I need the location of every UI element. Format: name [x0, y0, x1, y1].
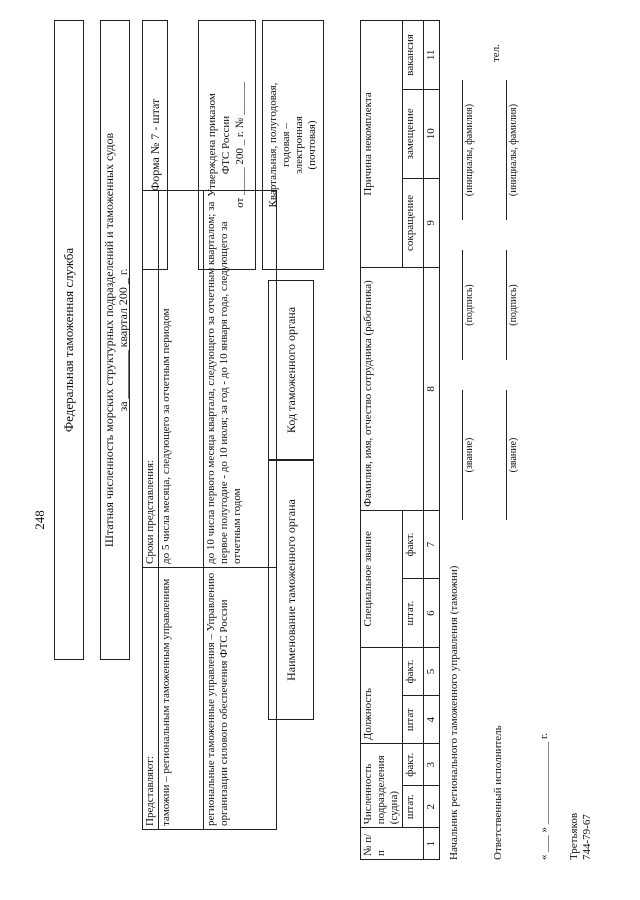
org-name-label: Наименование таможенного органа: [284, 499, 298, 681]
header-num: № п/п: [361, 828, 424, 860]
chief-rank-line: [462, 390, 463, 520]
header-rank-fact: факт.: [403, 510, 424, 579]
footer-name: Третьяков: [568, 812, 580, 860]
executor-sign-caption: (подпись): [508, 284, 519, 326]
column-number: 7: [424, 510, 440, 579]
header-rank-staff: штат.: [403, 579, 424, 648]
submission-row-left: таможни – региональным таможенным управлениям: [159, 568, 204, 830]
header-replacement: замещение: [403, 89, 424, 178]
chief-name-line: [462, 80, 463, 220]
approval-line: от _____ 200 _ г. № ______: [234, 82, 246, 208]
column-number: 9: [424, 178, 440, 267]
column-number: 4: [424, 696, 440, 744]
periodicity-line: электронная: [293, 116, 305, 174]
approval-line: ФТС России: [220, 115, 232, 175]
report-period: за ________ квартал 200 _ г.: [116, 268, 130, 412]
executor-sign-line: [506, 250, 507, 360]
header-reduction: сокращение: [403, 178, 424, 267]
org-code-box: [268, 280, 314, 460]
column-number: 3: [424, 744, 440, 786]
periodicity-line: годовая –: [280, 123, 292, 167]
submission-row-right: до 10 числа первого месяца квартала, следующего за отчетным кварталом; за первое полугодие - до 10 июля; за год - до 10 января года, следующего за отчетным годом: [204, 191, 277, 568]
submission-header-left: Представляют:: [143, 568, 159, 830]
header-position: Должность: [361, 647, 403, 743]
approval-box: [198, 20, 256, 270]
report-title-box: [100, 20, 130, 660]
executor-label: Ответственный исполнитель: [492, 725, 504, 860]
org-code-label: Код таможенного органа: [284, 306, 298, 434]
date-line: « ___ » _______________ г.: [538, 732, 550, 860]
header-count-staff: штат.: [403, 786, 424, 828]
header-count: Численность подразделения (судна): [361, 744, 403, 828]
header-count-fact: факт.: [403, 744, 424, 786]
periodicity-line: Квартальная, полугодовая,: [267, 82, 279, 208]
page-number: 248: [32, 510, 47, 530]
chief-sign-line: [462, 250, 463, 360]
executor-rank-line: [506, 390, 507, 520]
column-number: 2: [424, 786, 440, 828]
chief-rank-caption: (звание): [464, 437, 475, 473]
footer-phone: 744-79-67: [581, 814, 593, 860]
column-number: 11: [424, 21, 440, 90]
executor-rank-caption: (звание): [508, 437, 519, 473]
header-rank: Специальное звание: [361, 510, 403, 647]
report-title: Штатная численность морских структурных подразделений и таможенных судов: [102, 132, 116, 548]
chief-label: Начальник регионального таможенного управления (таможни): [448, 565, 460, 860]
header-position-staff: штат: [403, 696, 424, 744]
submission-row-right: до 5 числа месяца, следующего за отчетным периодом: [159, 191, 204, 568]
column-number: 10: [424, 89, 440, 178]
footer: [568, 813, 594, 860]
form-name: Форма № 7 - штат: [148, 98, 162, 192]
column-number: 6: [424, 579, 440, 648]
approval-line: Утверждена приказом: [206, 93, 218, 197]
org-title: Федеральная таможенная служба: [61, 247, 76, 433]
column-number: 5: [424, 647, 440, 695]
tel-label: тел.: [490, 44, 502, 62]
executor-name-caption: (инициалы, фамилия): [508, 103, 519, 197]
form-name-box: [142, 20, 168, 270]
column-number-row: [424, 21, 440, 860]
submission-table: [142, 190, 277, 830]
submission-header-right: Сроки представления:: [143, 191, 159, 568]
executor-name-line: [506, 80, 507, 220]
header-vacancy: вакансия: [403, 21, 424, 90]
org-name-box: [268, 460, 314, 720]
column-number: 1: [424, 828, 440, 860]
column-number: 8: [424, 267, 440, 510]
header-reason: Причина некомплекта: [361, 21, 403, 268]
submission-row-left: региональные таможенные управления – Управлению организации силового обеспечения ФТС России: [204, 568, 277, 830]
chief-sign-caption: (подпись): [464, 284, 475, 326]
periodicity-box: [262, 20, 324, 270]
periodicity-line: (почтовая): [306, 120, 318, 170]
chief-name-caption: (инициалы, фамилия): [464, 103, 475, 197]
org-title-box: [54, 20, 84, 660]
main-table: [360, 20, 440, 860]
header-fio: Фамилия, имя, отчество сотрудника (работника): [361, 267, 424, 510]
header-position-fact: факт.: [403, 647, 424, 695]
